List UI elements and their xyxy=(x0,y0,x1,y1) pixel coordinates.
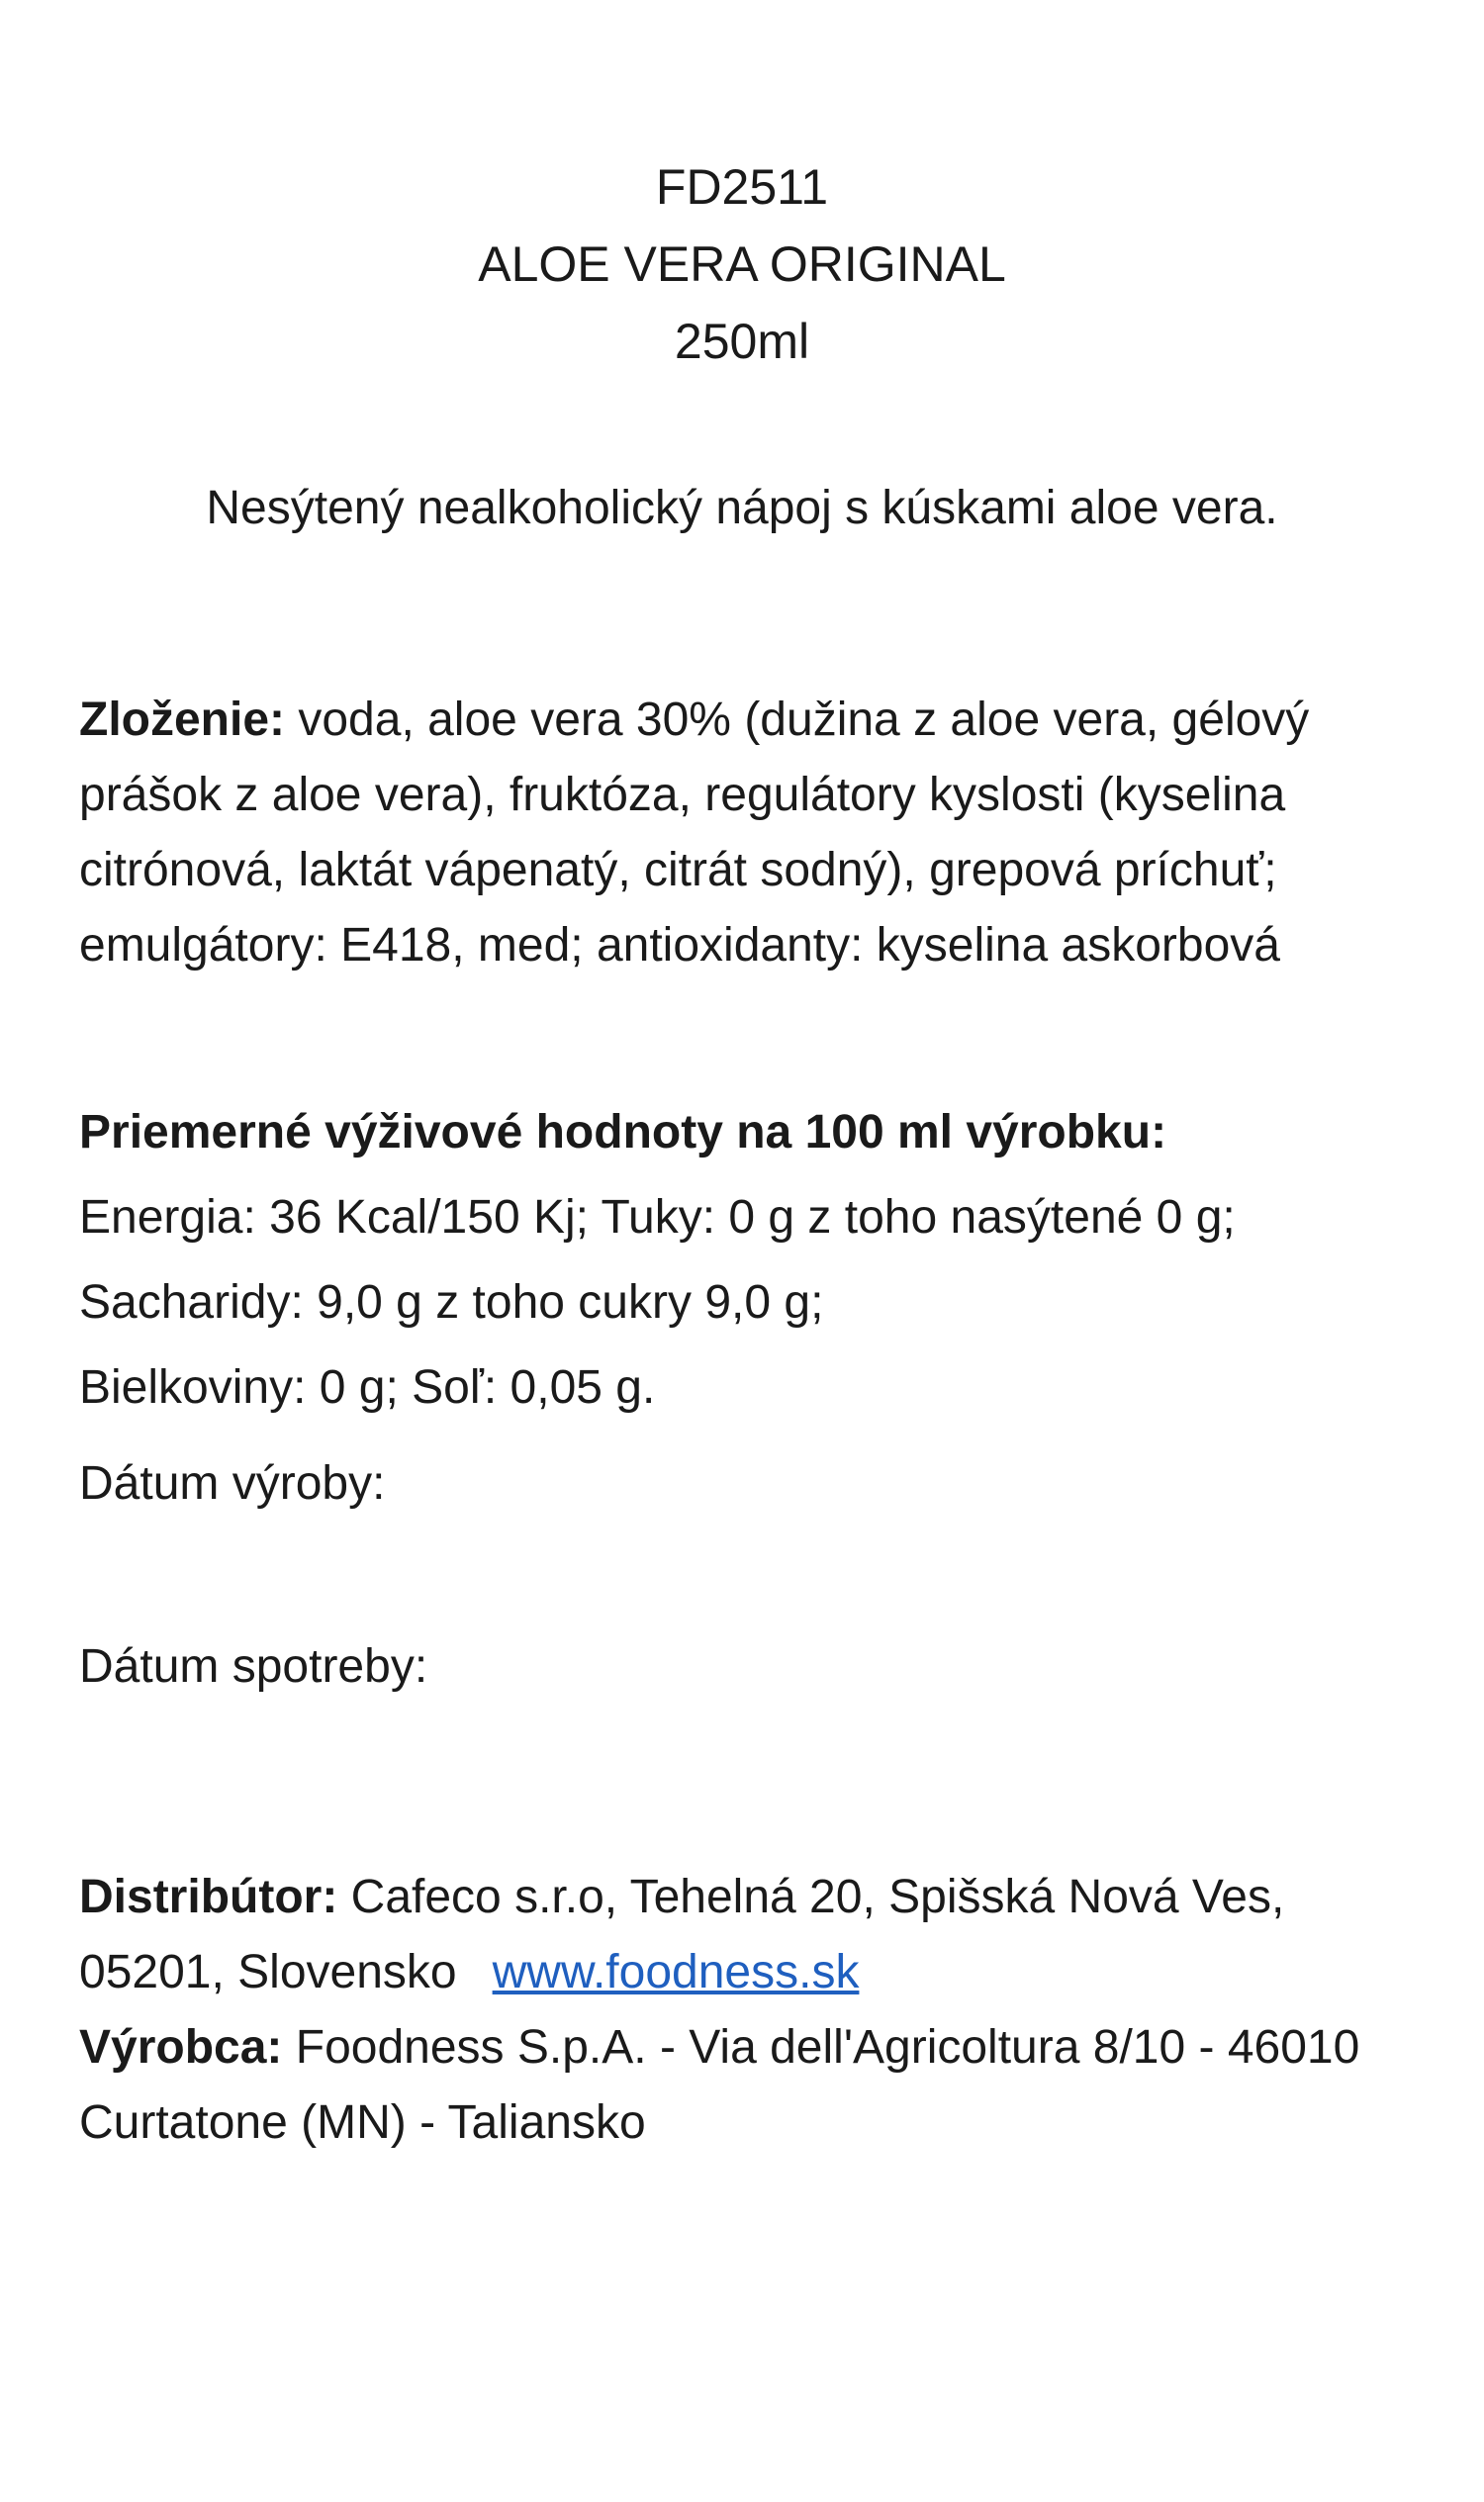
nutrition-line-energy: Energia: 36 Kcal/150 Kj; Tuky: 0 g z toho nasýtené 0 g; xyxy=(79,1191,1236,1244)
composition-text: voda, aloe vera 30% (dužina z aloe vera, gélový prášok z aloe vera), fruktóza, regulátory kyslosti (kyselina citrónová, laktát vápenatý, citrát sodný), grepová príchuť; emulgátory: E418, med; antioxidanty: kyselina askorbová xyxy=(79,694,1310,972)
distributor-label: Distribútor: xyxy=(79,1871,338,1923)
nutrition-line-carbs: Sacharidy: 9,0 g z toho cukry 9,0 g; xyxy=(79,1276,824,1329)
label-header xyxy=(0,148,1484,380)
product-description: Nesýtený nealkoholický nápoj s kúskami aloe vera. xyxy=(206,482,1278,534)
manufacturer-city: Curtatone (MN) - Taliansko xyxy=(79,2096,646,2149)
manufacturer-label: Výrobca: xyxy=(79,2021,283,2074)
composition-label: Zloženie: xyxy=(79,694,286,746)
manufacturer-address: Foodness S.p.A. - Via dell'Agricoltura 8/10 - 46010 xyxy=(282,2021,1360,2074)
product-name: ALOE VERA ORIGINAL xyxy=(478,236,1006,292)
nutrition-line-protein: Bielkoviny: 0 g; Soľ: 0,05 g. xyxy=(79,1361,656,1414)
distributor-address: Cafeco s.r.o, Tehelná 20, Spišská Nová Ves, xyxy=(337,1871,1285,1923)
distributor-country: 05201, Slovensko xyxy=(79,1946,457,1998)
product-code: FD2511 xyxy=(655,159,829,215)
product-volume: 250ml xyxy=(674,314,810,369)
production-date-label: Dátum výroby: xyxy=(79,1457,386,1510)
distributor-section xyxy=(79,1860,1425,2161)
nutrition-title: Priemerné výživové hodnoty na 100 ml výrobku: xyxy=(79,1106,1167,1158)
composition-section xyxy=(79,683,1425,983)
expiry-date-label: Dátum spotreby: xyxy=(79,1640,428,1693)
website-link[interactable]: www.foodness.sk xyxy=(492,1946,860,1998)
nutrition-section xyxy=(79,1090,1425,1431)
